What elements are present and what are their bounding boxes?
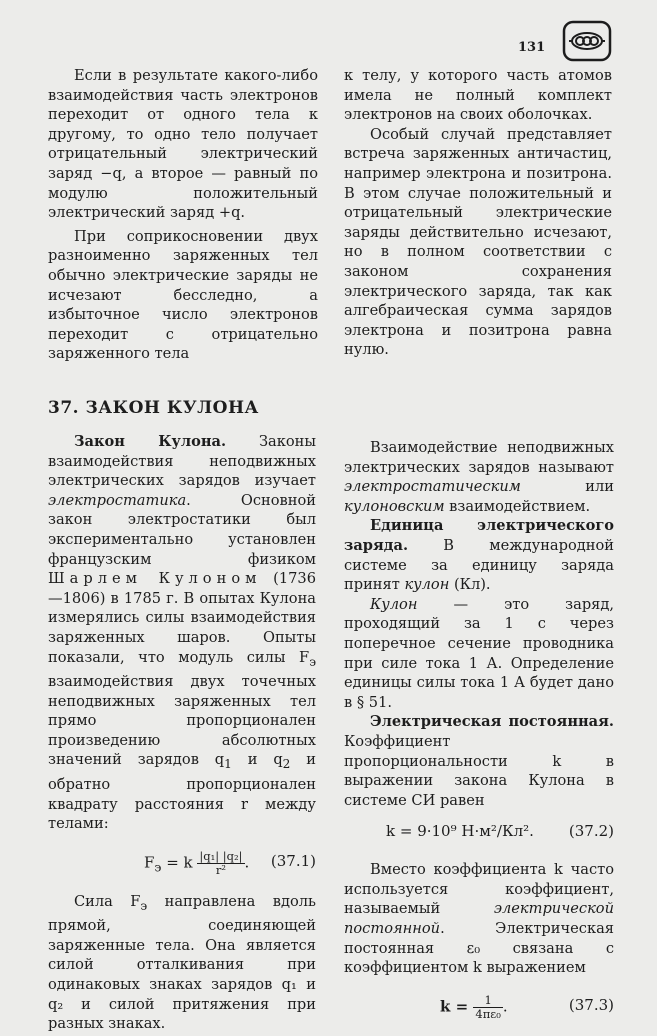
denominator: r² bbox=[215, 862, 227, 877]
text-span: взаимодействия двух точечных неподвижных заряженных тел прямо пропорционален произведению абсолютных значений зарядов q bbox=[48, 673, 316, 769]
bottom-right-column bbox=[344, 438, 614, 1036]
paragraph: При соприкосновении двух разноименно заряженных тел обычно электрические заряды не исчезают бесследно, а избыточное число электронов переходит с отрицательно заряженного тела bbox=[48, 227, 318, 363]
formula-37-1 bbox=[48, 840, 316, 884]
formula-body bbox=[440, 994, 508, 1021]
text-span: (1736—1806) в 1785 г. В опытах Кулона измерялись силы взаимодействия заряженных шаров. Опыты показали, что модуль силы F bbox=[48, 570, 316, 666]
text-span: Взаимодействие неподвижных электрических зарядов называют bbox=[344, 439, 614, 476]
term-italic: кулоновским bbox=[344, 497, 445, 515]
bottom-left-column bbox=[48, 432, 316, 1034]
fraction bbox=[473, 994, 502, 1021]
text-span: . Основной закон электростатики был экспериментально установлен французским физиком bbox=[48, 491, 316, 568]
paragraph bbox=[344, 712, 614, 810]
text-span: направлена вдоль прямой, соединяющей заряженные тела. Она является силой отталкивания при одинаковых знаках зарядов q₁ и q₂ и силой притяжения при разных знаках. bbox=[48, 892, 316, 1033]
fraction bbox=[197, 850, 244, 877]
subscript: 2 bbox=[282, 757, 291, 772]
text-span: В международной системе за единицу заряда принят bbox=[344, 536, 614, 594]
equation-number: (37.2) bbox=[568, 822, 614, 841]
paragraph bbox=[344, 595, 614, 713]
term-italic: Кулон bbox=[370, 595, 418, 613]
formula-body bbox=[144, 850, 249, 877]
paragraph bbox=[344, 438, 614, 516]
denominator: 4πε₀ bbox=[475, 1006, 501, 1021]
paragraph bbox=[344, 860, 614, 978]
top-left-column bbox=[48, 66, 318, 364]
subscript: э bbox=[309, 654, 316, 669]
person-name: Шарлем Кулоном bbox=[48, 570, 262, 588]
text-span: и q bbox=[231, 751, 283, 769]
section-heading: 37. ЗАКОН КУЛОНА bbox=[48, 398, 259, 418]
formula-end: . bbox=[244, 853, 250, 872]
text-span: Сила F bbox=[74, 892, 141, 910]
paragraph bbox=[48, 432, 316, 834]
subscript: э bbox=[140, 898, 148, 913]
paragraph: Если в результате какого-либо взаимодействия часть электронов переходит от одного тела к другому, то одно тело получает отрицательный электрический заряд −q, а второе — равный по модулю положительный электрический заряд +q. bbox=[48, 67, 318, 222]
term-italic: кулон bbox=[404, 576, 450, 594]
formula-lhs: F bbox=[144, 853, 155, 872]
page-number: 131 bbox=[518, 40, 546, 55]
formula-eq: = k bbox=[161, 853, 198, 872]
formula-body: k = 9·10⁹ Н·м²/Кл². bbox=[386, 822, 534, 841]
paragraph bbox=[344, 516, 614, 594]
subscript: 1 bbox=[224, 757, 232, 772]
numerator: 1 bbox=[473, 994, 502, 1008]
term-italic: электростатическим bbox=[344, 478, 521, 496]
top-right-column bbox=[344, 66, 612, 360]
term-bold: Единица электрического заряда. bbox=[344, 517, 614, 554]
text-span: или bbox=[520, 478, 614, 496]
paragraph: к телу, у которого часть атомов имела не полный комплект электронов на своих оболочках. bbox=[344, 67, 612, 124]
text-span: — это заряд, проходящий за 1 с через поперечное сечение проводника при силе тока 1 А. Определение единицы силы тока 1 А будет дано в § 51. bbox=[344, 595, 614, 711]
equation-number: (37.3) bbox=[568, 995, 614, 1014]
formula-end: . bbox=[502, 997, 508, 1016]
term-bold: Электрическая постоянная. bbox=[370, 713, 614, 731]
term-bold: Закон Кулона. bbox=[74, 433, 227, 450]
formula-37-3 bbox=[344, 984, 614, 1028]
equation-number: (37.1) bbox=[270, 851, 316, 870]
paragraph: Особый случай представляет встреча заряженных античастиц, например электрона и позитрона. В этом случае положительный и отрицательный электрические заряды действительно исчезают, но в полном соответствии с законом сохранения электрического заряда, так как алгебраическая сумма зарядов электрона и позитрона равна нулю. bbox=[344, 125, 612, 359]
text-span: и обратно пропорционален квадрату расстояния r между телами: bbox=[48, 751, 316, 833]
term-italic: электрической постоянной bbox=[344, 900, 614, 938]
paragraph bbox=[48, 892, 316, 1034]
formula-lhs: k = bbox=[440, 997, 474, 1016]
chapter-emblem-icon bbox=[562, 20, 612, 62]
subscript: э bbox=[154, 859, 162, 875]
text-span: (Кл). bbox=[449, 576, 491, 594]
numerator: |q₁| |q₂| bbox=[199, 848, 243, 863]
text-span: . Электрическая постоянная ε₀ связана с коэффициентом k выражением bbox=[344, 920, 614, 977]
text-span: взаимодействием. bbox=[444, 497, 591, 515]
text-span: Коэффициент пропорциональности k в выражении закона Кулона в системе СИ равен bbox=[344, 732, 614, 809]
formula-37-2 bbox=[344, 816, 614, 852]
text-span: Законы взаимодействия неподвижных электрических зарядов изучает bbox=[48, 433, 316, 490]
term-italic: электростатика bbox=[48, 491, 187, 509]
text-span: Вместо коэффициента k часто используется коэффициент, называемый bbox=[344, 861, 614, 918]
